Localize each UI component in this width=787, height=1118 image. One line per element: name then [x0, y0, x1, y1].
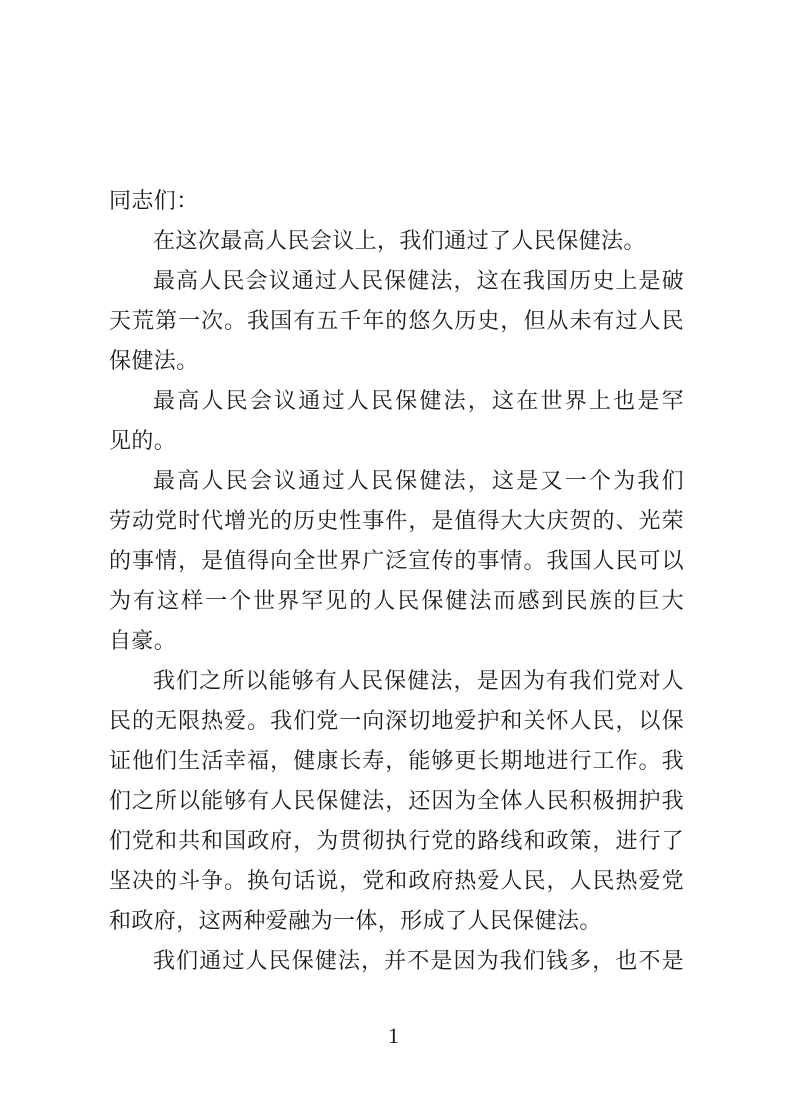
text-line: 我们之所以能够有人民保健法，是因为有我们党对人 — [153, 669, 684, 694]
text-line: 保健法。 — [109, 349, 199, 374]
body-text — [109, 182, 684, 982]
text-line: 和政府，这两种爱融为一体，形成了人民保健法。 — [109, 909, 602, 934]
text-line: 民的无限热爱。我们党一向深切地爱护和关怀人民，以保 — [109, 709, 684, 734]
text-line: 天荒第一次。我国有五千年的悠久历史，但从未有过人民 — [109, 309, 684, 334]
text-line: 我们通过人民保健法，并不是因为我们钱多，也不是 — [153, 949, 684, 974]
text-line: 最高人民会议通过人民保健法，这在我国历史上是破 — [153, 269, 684, 294]
text-line: 劳动党时代增光的历史性事件，是值得大大庆贺的、光荣 — [109, 509, 684, 534]
text-line: 见的。 — [109, 429, 177, 454]
text-line: 最高人民会议通过人民保健法，这在世界上也是罕 — [153, 389, 684, 414]
text-line: 为有这样一个世界罕见的人民保健法而感到民族的巨大 — [109, 589, 684, 614]
text-line: 最高人民会议通过人民保健法，这是又一个为我们 — [153, 469, 684, 494]
text-line: 在这次最高人民会议上，我们通过了人民保健法。 — [153, 229, 646, 254]
text-line: 的事情，是值得向全世界广泛宣传的事情。我国人民可以 — [109, 549, 684, 574]
text-line: 自豪。 — [109, 629, 177, 654]
text-line: 们党和共和国政府，为贯彻执行党的路线和政策，进行了 — [109, 829, 684, 854]
text-line: 证他们生活幸福，健康长寿，能够更长期地进行工作。我 — [109, 749, 684, 774]
text-line: 坚决的斗争。换句话说，党和政府热爱人民，人民热爱党 — [109, 869, 684, 894]
text-line: 们之所以能够有人民保健法，还因为全体人民积极拥护我 — [109, 789, 684, 814]
page-number: 1 — [388, 1023, 399, 1048]
text-line: 同志们： — [109, 189, 199, 214]
